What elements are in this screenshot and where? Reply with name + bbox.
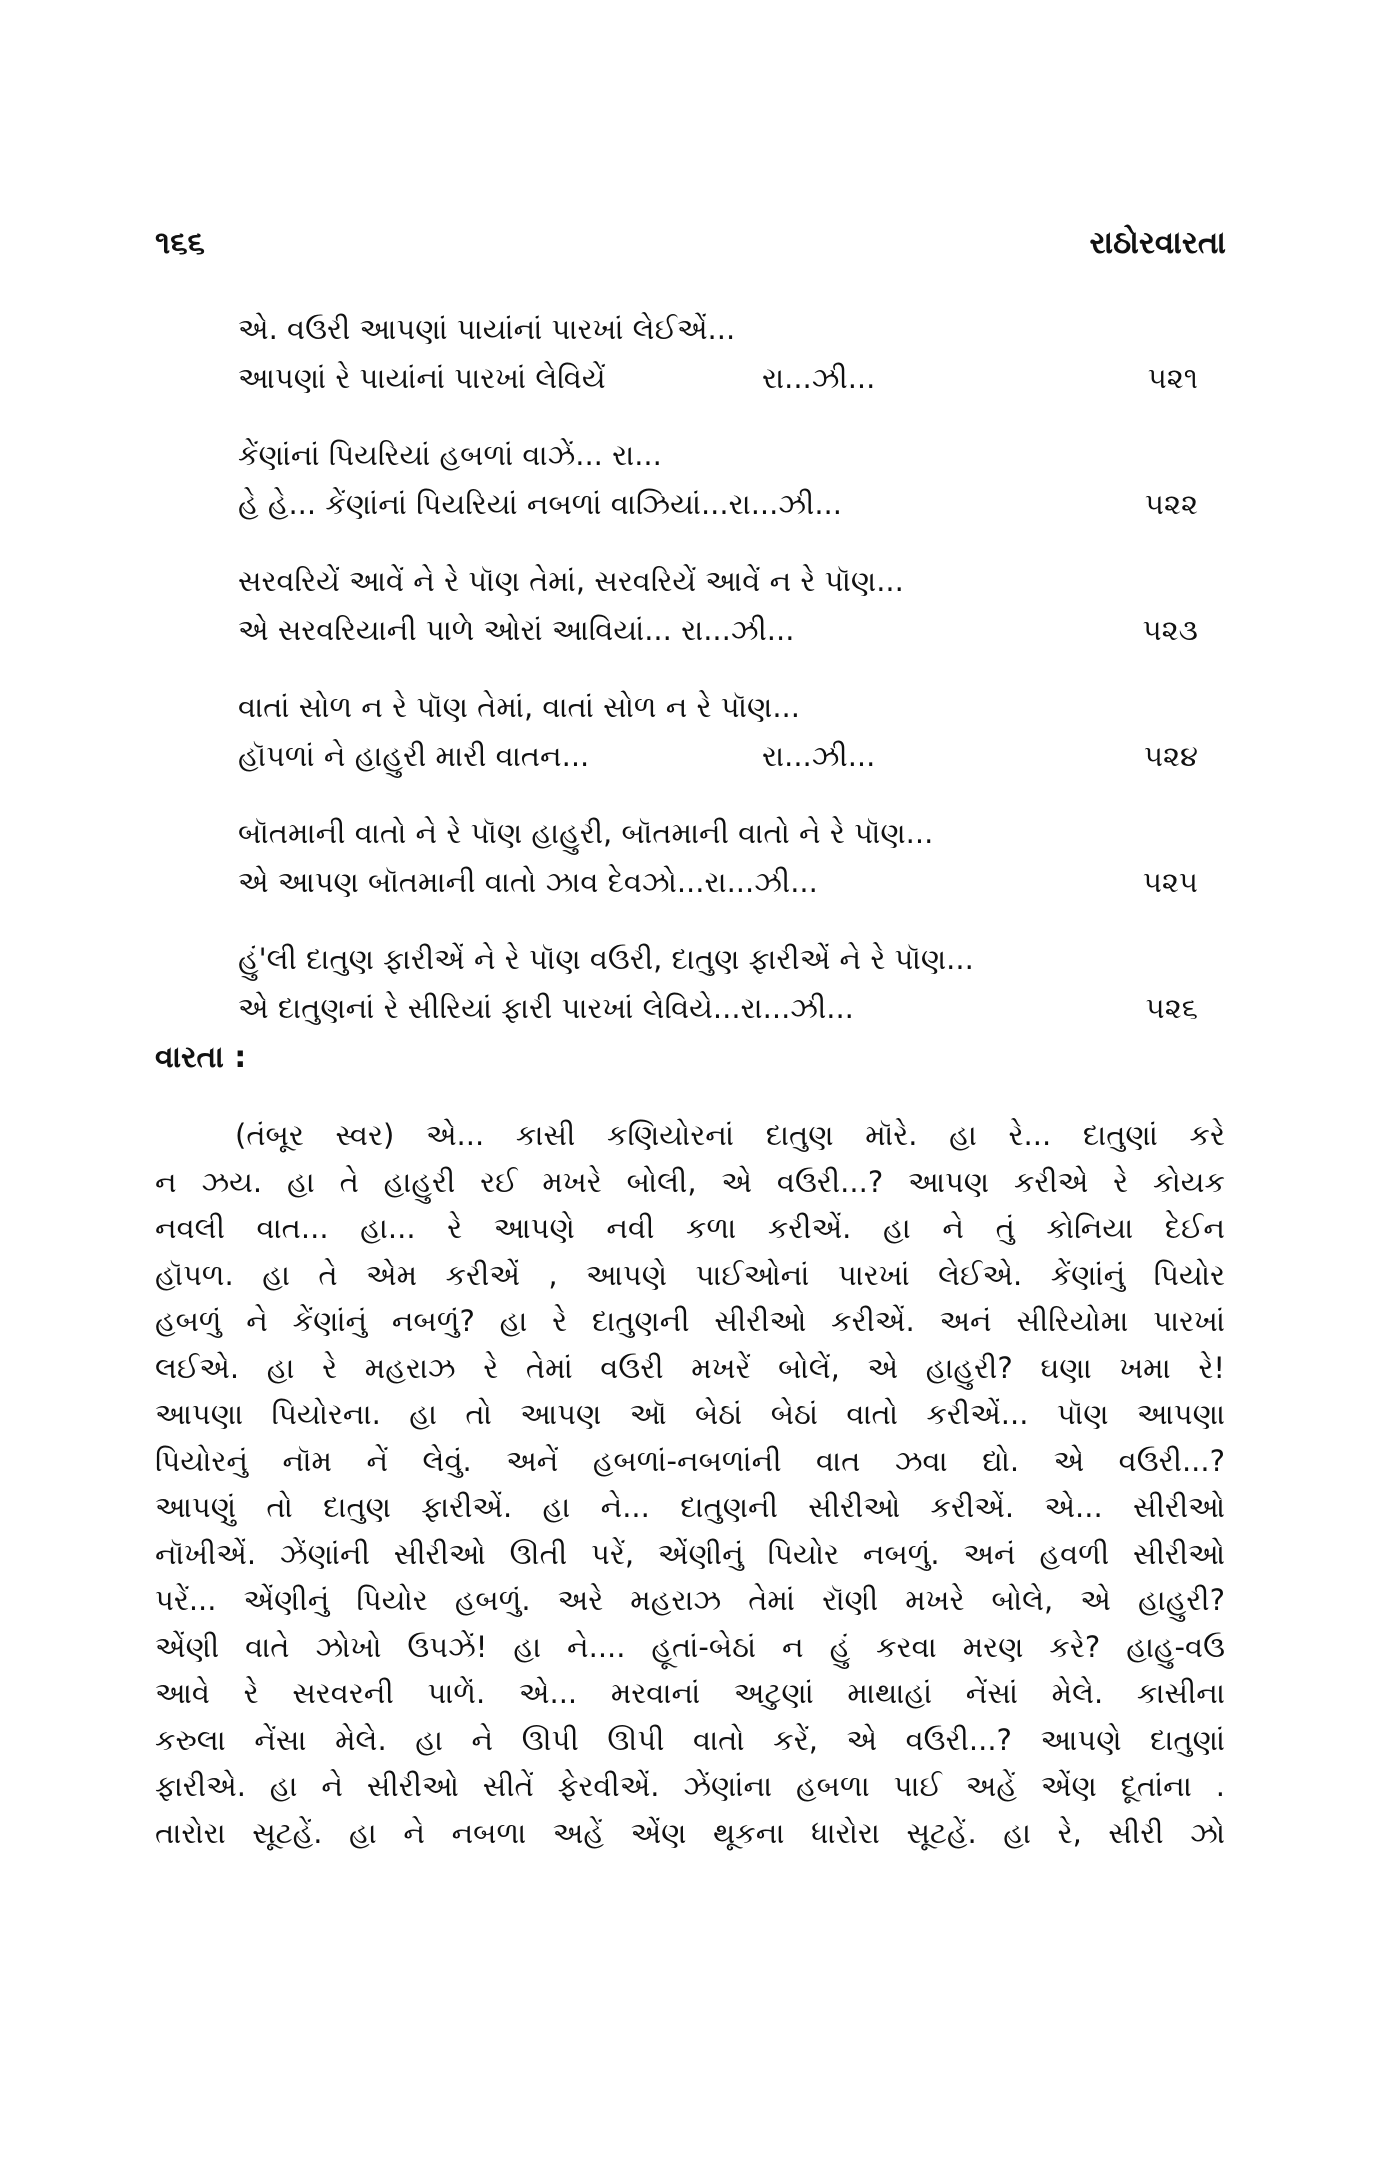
prose-line: નૉખીએં. ઝેંણાંની સીરીઓ ઊતી પરેં, એંણીનું પિયોર નબળું. અનં હવળી સીરીઓ <box>155 1536 1225 1571</box>
verse-line <box>238 858 1198 907</box>
stanza <box>238 935 1198 1033</box>
verse-number: ૫૨૧ <box>1147 361 1198 395</box>
verse-number: ૫૨૨ <box>1144 487 1198 521</box>
prose-line: લઈએ. હા રે મહરાઝ રે તેમાં વઉરી મખરેં બોલેં, એ હાહુરી? ઘણા ખમા રે! <box>155 1350 1225 1385</box>
prose-line: એંણી વાતે ઝોખો ઉપઝેં! હા ને.... હૂતાં-બેઠાં ન હું કરવા મરણ કરે? હાહુ-વઉ <box>155 1629 1225 1664</box>
verse-number: ૫૨૫ <box>1142 865 1198 899</box>
verse-number: ૫૨૪ <box>1143 739 1198 773</box>
verse-text: કેંણાંનાં પિયરિયાં હબળાં વાઝેં... રા... <box>238 438 662 472</box>
verse-line <box>238 431 1198 480</box>
verse-refrain: રા...ઝી... <box>762 739 876 773</box>
verse-line <box>238 480 1198 529</box>
prose-line: કરુલા નેંસા મેલે. હા ને ઊપી ઊપી વાતો કરેં, એ વઉરી...? આપણે દાતુણાં <box>155 1722 1225 1757</box>
prose-line: પરેં... એંણીનું પિયોર હબળું. અરે મહરાઝ તેમાં રૉણી મખરે બોલે, એ હાહુરી? <box>155 1583 1225 1617</box>
verse-line <box>238 984 1198 1033</box>
prose-line: (તંબૂર સ્વર) એ... કાસી કણિયોરનાં દાતુણ મૉરે. હા રે... દાતુણાં કરે <box>235 1118 1225 1152</box>
verse-number: ૫૨૩ <box>1142 613 1198 647</box>
prose-line: પિયોરનું નૉમ નેં લેવું. અનેં હબળાં-નબળાંની વાત ઝવા દ્યો. એ વઉરી...? <box>155 1443 1225 1478</box>
verse-text: એ દાતુણનાં રે સીરિયાં ફારી પારખાં લેવિયે...રા...ઝી... <box>238 991 854 1025</box>
stanza <box>238 809 1198 907</box>
stanza <box>238 683 1198 781</box>
verse-block <box>238 305 1198 1061</box>
verse-line <box>238 557 1198 606</box>
verse-refrain: રા...ઝી... <box>762 361 876 395</box>
verse-text: વાતાં સોળ ન રે પૉણ તેમાં, વાતાં સોળ ન રે પૉણ... <box>238 690 800 724</box>
verse-line <box>238 732 1198 781</box>
stanza <box>238 305 1198 403</box>
verse-text: આપણાં રે પાયાંનાં પારખાં લેવિયેં <box>238 361 606 395</box>
verse-line <box>238 683 1198 732</box>
prose-line: આવે રે સરવરની પાળેં. એ... મરવાનાં અટુણાં માથાહાં નેંસાં મેલે. કાસીના <box>155 1676 1225 1710</box>
verse-number: ૫૨૬ <box>1145 991 1198 1025</box>
running-title: રાઠોરવારતા <box>1089 225 1226 261</box>
verse-text: હું'લી દાતુણ ફારીએં ને રે પૉણ વઉરી, દાતુણ ફારીએં ને રે પૉણ... <box>238 942 974 976</box>
prose-line: આપણા પિયોરના. હા તો આપણ ઑ બેઠાં બેઠાં વાતો કરીએં... પૉણ આપણા <box>155 1397 1225 1431</box>
prose-line: હૉપળ. હા તે એમ કરીએં , આપણે પાઈઓનાં પારખાં લેઈએ. કેંણાંનું પિયોર <box>155 1257 1225 1292</box>
page-number: ૧૬૬ <box>155 225 205 261</box>
prose-line: તારોરા સૂટહેં. હા ને નબળા અહેં એંણ થૂકના ધારોરા સૂટહેં. હા રે, સીરી ઝો <box>155 1815 1225 1850</box>
verse-text: બૉતમાની વાતો ને રે પૉણ હાહુરી, બૉતમાની વાતો ને રે પૉણ... <box>238 816 934 850</box>
section-heading: વારતા : <box>155 1040 247 1075</box>
verse-text: સરવરિયેં આવેં ને રે પૉણ તેમાં, સરવરિયેં આવેં ન રે પૉણ... <box>238 564 904 598</box>
verse-line <box>238 606 1198 655</box>
verse-text: એ આપણ બૉતમાની વાતો ઝાવ દેવઝો...રા...ઝી... <box>238 865 818 899</box>
stanza <box>238 557 1198 655</box>
verse-text: એ સરવરિયાની પાળે ઓરાં આવિયાં... રા...ઝી... <box>238 613 795 647</box>
prose-line: ન ઝય. હા તે હાહુરી રઈ મખરે બોલી, એ વઉરી...? આપણ કરીએ રે કોયક <box>155 1164 1225 1199</box>
stanza <box>238 431 1198 529</box>
prose-line: હબળું ને કેંણાંનું નબળું? હા રે દાતુણની સીરીઓ કરીએં. અનં સીરિયોમા પારખાં <box>155 1304 1225 1338</box>
prose-line: આપણું તો દાતુણ ફારીએં. હા ને... દાતુણની સીરીઓ કરીએં. એ... સીરીઓ <box>155 1490 1225 1524</box>
page-header <box>155 225 1226 275</box>
prose-line: નવલી વાત... હા... રે આપણે નવી કળા કરીએં. હા ને તું કોનિયા દેઈન <box>155 1211 1225 1245</box>
prose-block <box>155 1112 1225 1856</box>
prose-line: ફારીએ. હા ને સીરીઓ સીતેં ફેરવીએં. ઝેંણાંના હબળા પાઈ અહેં એંણ દૂતાંના . <box>155 1769 1225 1803</box>
verse-line <box>238 305 1198 354</box>
verse-line <box>238 935 1198 984</box>
verse-text: હૉપળાં ને હાહુરી મારી વાતન... <box>238 739 590 773</box>
verse-line <box>238 809 1198 858</box>
verse-text: હે હે... કેંણાંનાં પિયરિયાં નબળાં વાઝિયાં...રા...ઝી... <box>238 487 842 521</box>
verse-text: એ. વઉરી આપણાં પાયાંનાં પારખાં લેઈએં... <box>238 312 736 346</box>
verse-line <box>238 354 1198 403</box>
